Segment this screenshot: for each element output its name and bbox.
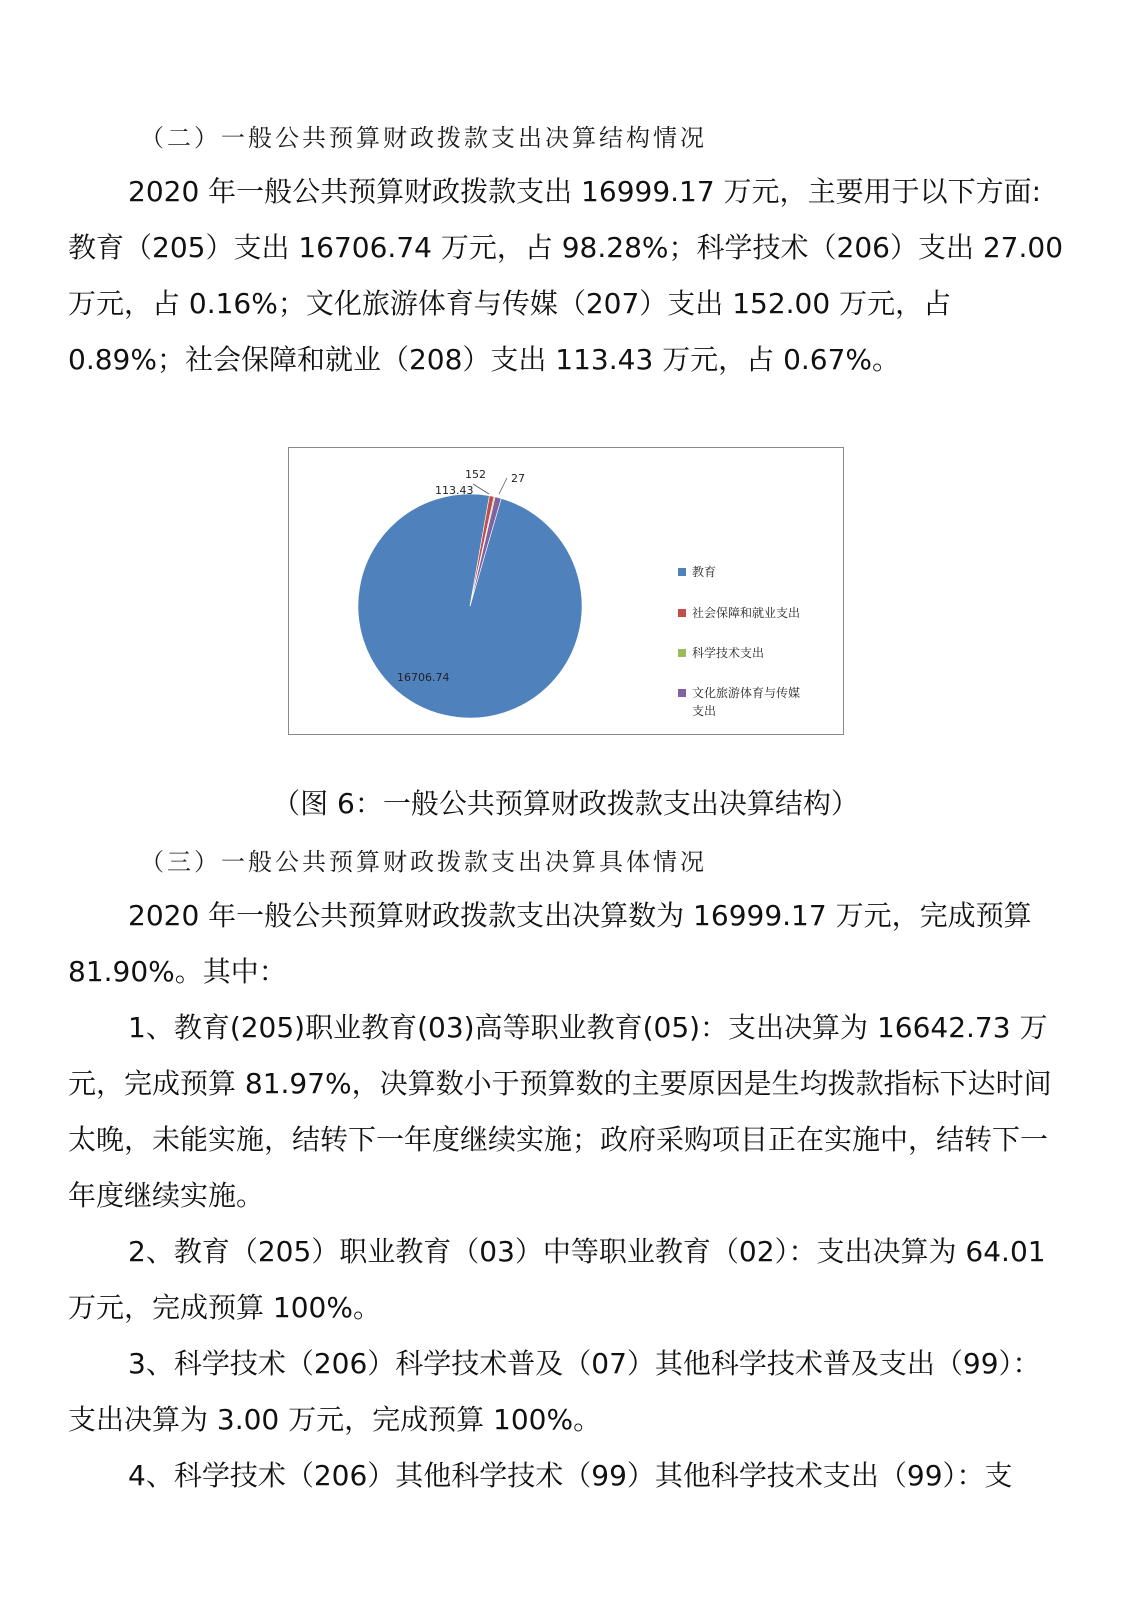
legend-label-3-0: 文化旅游体育与传媒: [692, 686, 801, 700]
section-heading-2: （二）一般公共预算财政拨款支出决算结构情况: [140, 124, 707, 152]
legend-swatch-0: [678, 568, 686, 576]
paragraph-item-2: 2、教育（205）职业教育（03）中等职业教育（02）：支出决算为 64.01 万元，完成预算 100%。: [68, 1235, 1046, 1324]
figure-caption: （图 6：一般公共预算财政拨款支出决算结构）: [272, 787, 859, 820]
legend-label-2-0: 科学技术支出: [692, 646, 765, 660]
legend-swatch-3: [678, 689, 686, 697]
pie-chart: [288, 447, 844, 735]
data-label-social-security: 113.43: [435, 484, 474, 497]
paragraph-item-1: 1、教育(205)职业教育(03)高等职业教育(05)：支出决算为 16642.73 万元，完成预算 81.97%，决算数小于预算数的主要原因是生均拨款指标下达时间太晚，未能实施，结转下一年度继续实施；政府采购项目正在实施中，结转下一年度继续实施。: [68, 1011, 1052, 1212]
legend-label-3-1: 支出: [692, 704, 717, 718]
legend-swatch-1: [678, 609, 686, 617]
paragraph-item-3: 3、科学技术（206）科学技术普及（07）其他科学技术普及支出（99）：支出决算为 3.00 万元，完成预算 100%。: [68, 1347, 1041, 1436]
section-heading-3: （三）一般公共预算财政拨款支出决算具体情况: [140, 848, 707, 876]
pie-chart-svg: [289, 448, 843, 734]
legend-swatch-2: [678, 649, 686, 657]
data-label-culture: 152: [465, 468, 486, 481]
data-label-education: 16706.74: [397, 671, 450, 684]
legend-label-0-0: 教育: [692, 565, 717, 579]
paragraph-summary: 2020 年一般公共预算财政拨款支出决算数为 16999.17 万元，完成预算 81.90%。其中：: [68, 899, 1032, 988]
legend-label-1-0: 社会保障和就业支出: [692, 606, 801, 620]
data-label-science: 27: [511, 472, 525, 485]
paragraph-item-4: 4、科学技术（206）其他科学技术（99）其他科学技术支出（99）：支: [128, 1459, 1013, 1492]
leader-line-science: [499, 478, 507, 494]
leader-line-culture: [473, 484, 489, 494]
expenditure-structure-paragraph: 2020 年一般公共预算财政拨款支出 16999.17 万元，主要用于以下方面:教育（205）支出 16706.74 万元，占 98.28%；科学技术（206）支出 27.00 万元，占 0.16%；文化旅游体育与传媒（207）支出 152.00 万元，占 0.89%；社会保障和就业（208）支出 113.43 万元，占 0.67%。: [68, 175, 1064, 376]
